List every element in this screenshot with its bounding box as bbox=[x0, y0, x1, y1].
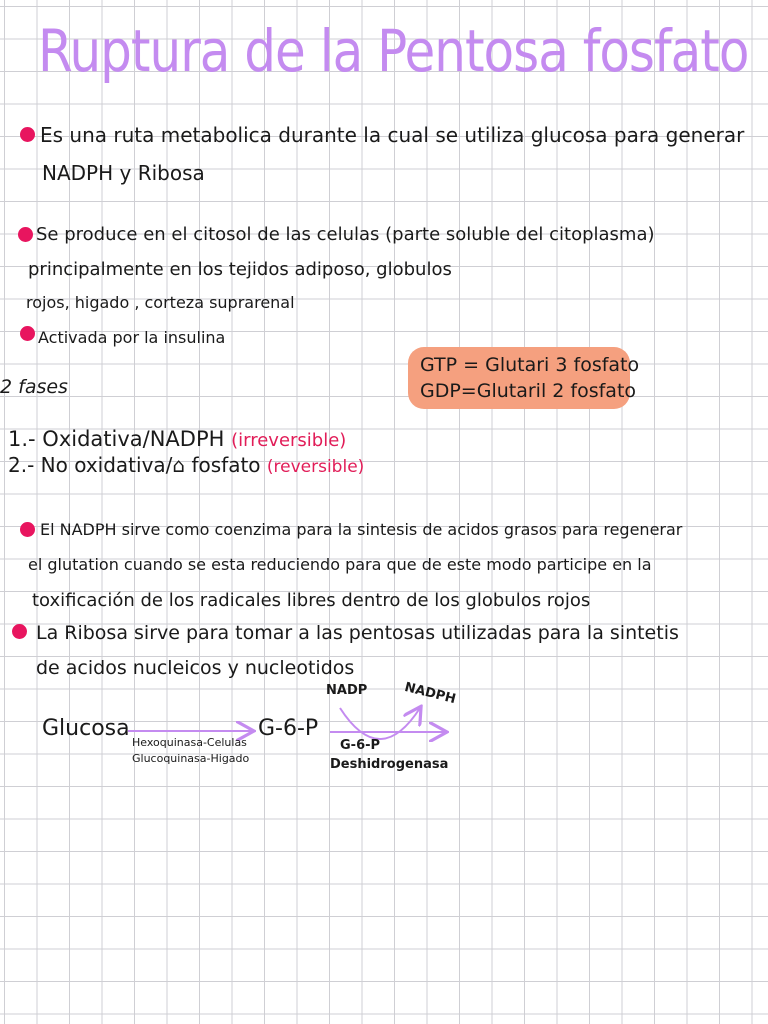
para2-line2: principalmente en los tejidos adiposo, globulos bbox=[28, 259, 452, 280]
para1-line1: Es una ruta metabolica durante la cual se utiliza glucosa para generar bbox=[40, 123, 745, 147]
para5-line1: La Ribosa sirve para tomar a las pentosas utilizadas para la sintetis bbox=[36, 622, 679, 644]
diagram-enzyme2: Glucoquinasa-Higado bbox=[132, 752, 250, 765]
para5-line2: de acidos nucleicos y nucleotidos bbox=[36, 657, 355, 679]
para2-line3: rojos, higado , corteza suprarenal bbox=[26, 293, 295, 312]
diagram-dehydrogenase: Deshidrogenasa bbox=[330, 757, 449, 772]
note-line1: GTP = Glutari 3 fosfato bbox=[420, 354, 640, 376]
page-title: Ruptura de la Pentosa fosfato bbox=[38, 18, 749, 85]
para4-line2: el glutation cuando se esta reduciendo para que de este modo participe en la bbox=[28, 555, 652, 574]
diagram-g6p: G-6-P bbox=[258, 716, 319, 741]
fases-item2-tag: (reversible) bbox=[266, 457, 365, 477]
fases-item2-text: 2.- No oxidativa/⌂ fosfato bbox=[8, 453, 261, 477]
para3-text: Activada por la insulina bbox=[38, 328, 226, 347]
diagram-glucosa: Glucosa bbox=[42, 716, 130, 741]
fases-heading: 2 fases bbox=[0, 376, 68, 398]
arrow-nadp-nadph bbox=[340, 708, 420, 739]
para4-line1: El NADPH sirve como coenzima para la sintesis de acidos grasos para regenerar bbox=[40, 520, 683, 539]
diagram-nadph: NADPH bbox=[402, 679, 458, 708]
para4-line3: toxificación de los radicales libres dentro de los globulos rojos bbox=[32, 590, 591, 611]
diagram-enzyme1: Hexoquinasa-Celulas bbox=[132, 736, 247, 749]
fases-item1-tag: (irreversible) bbox=[231, 430, 347, 451]
para1-line2: NADPH y Ribosa bbox=[42, 161, 205, 185]
diagram-nadp: NADP bbox=[326, 683, 368, 698]
fases-item1-text: 1.- Oxidativa/NADPH bbox=[8, 427, 225, 451]
note-line2: GDP=Glutaril 2 fosfato bbox=[420, 380, 637, 402]
para2-line1: Se produce en el citosol de las celulas (parte soluble del citoplasma) bbox=[36, 224, 655, 245]
diagram-g6p-label: G-6-P bbox=[340, 738, 381, 753]
